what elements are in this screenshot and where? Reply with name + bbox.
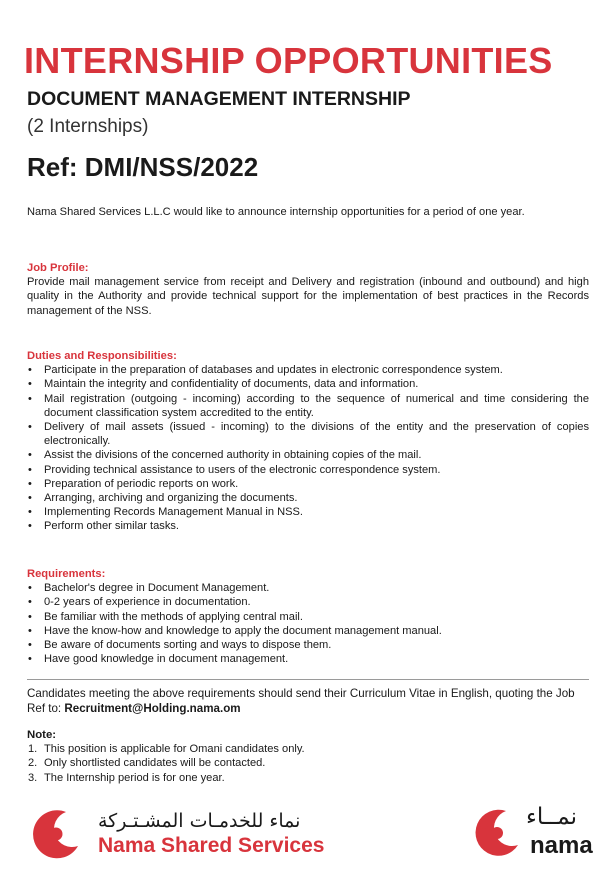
nss-logo-mark-icon: [28, 806, 90, 864]
note-text: The Internship period is for one year.: [44, 771, 225, 784]
duties-list: [27, 363, 589, 533]
intro-paragraph: Nama Shared Services L.L.C would like to announce internship opportunities for a period of one year.: [27, 206, 525, 218]
note-item: [27, 742, 589, 756]
nama-logo-mark-icon: [470, 806, 528, 862]
job-profile-section: [27, 261, 589, 318]
duty-item: • Maintain the integrity and confidentiality of documents, data and information.: [27, 377, 589, 391]
note-number: 2.: [28, 757, 38, 770]
job-profile-text: Provide mail management service from receipt and Delivery and registration (inbound and outbound) and high quality in the Authority and provide technical support for the implementation of best practices in the Records management of the NSS.: [27, 276, 589, 317]
note-text: Only shortlisted candidates will be contacted.: [44, 757, 266, 770]
note-list: [27, 742, 589, 785]
duty-item: • Mail registration (outgoing - incoming) according to the sequence of numerical and time considering the document classification system accredited to the entity.: [27, 392, 589, 420]
nama-arabic-name: نمــاء: [526, 804, 577, 830]
duty-item: • Assist the divisions of the concerned authority in obtaining copies of the mail.: [27, 448, 589, 462]
application-text: Candidates meeting the above requirements should send their Curriculum Vitae in English, quoting the Job Ref to:: [27, 687, 575, 715]
duty-item: • Implementing Records Management Manual in NSS.: [27, 505, 589, 519]
note-item: [27, 771, 589, 785]
nss-logo: [28, 806, 325, 866]
requirements-list: [27, 581, 589, 666]
internship-count: (2 Internships): [27, 116, 149, 137]
duty-item: • Preparation of periodic reports on work.: [27, 477, 589, 491]
duty-item: • Arranging, archiving and organizing the documents.: [27, 491, 589, 505]
requirement-item: • Have good knowledge in document management.: [27, 652, 589, 666]
nama-logo: [470, 804, 596, 864]
requirements-section: [27, 567, 589, 666]
recruitment-email[interactable]: Recruitment@Holding.nama.om: [64, 702, 241, 715]
duty-item: • Delivery of mail assets (issued - incoming) to the divisions of the entity and the preservation of copies electronically.: [27, 420, 589, 448]
requirement-item: • Be familiar with the methods of applying central mail.: [27, 610, 589, 624]
requirements-heading: Requirements:: [27, 568, 106, 580]
duty-item: • Perform other similar tasks.: [27, 519, 589, 533]
internship-subtitle: DOCUMENT MANAGEMENT INTERNSHIP: [27, 88, 411, 110]
note-text: This position is applicable for Omani candidates only.: [44, 743, 305, 756]
duty-item: • Providing technical assistance to users of the electronic correspondence system.: [27, 463, 589, 477]
note-number: 3.: [28, 771, 38, 784]
duties-section: [27, 349, 589, 534]
nss-arabic-name: نماء للخدمـات المشـتـركة: [98, 810, 301, 832]
page-title: INTERNSHIP OPPORTUNITIES: [24, 40, 553, 81]
duties-heading: Duties and Responsibilities:: [27, 350, 177, 362]
nama-english-name: nama: [530, 832, 593, 859]
reference-number: Ref: DMI/NSS/2022: [27, 152, 259, 182]
duty-item: • Participate in the preparation of databases and updates in electronic correspondence system.: [27, 363, 589, 377]
note-heading: Note:: [27, 729, 57, 741]
requirement-item: • Have the know-how and knowledge to apply the document management manual.: [27, 624, 589, 638]
note-item: [27, 756, 589, 770]
requirement-item: • 0-2 years of experience in documentation.: [27, 595, 589, 609]
note-number: 1.: [28, 743, 38, 756]
requirement-item: • Be aware of documents sorting and ways to dispose them.: [27, 638, 589, 652]
note-section: [27, 728, 589, 785]
section-divider: [27, 679, 589, 680]
requirement-item: • Bachelor's degree in Document Management.: [27, 581, 589, 595]
application-instructions: [27, 686, 589, 716]
nss-english-name: Nama Shared Services: [98, 834, 325, 857]
job-profile-heading: Job Profile:: [27, 262, 89, 274]
